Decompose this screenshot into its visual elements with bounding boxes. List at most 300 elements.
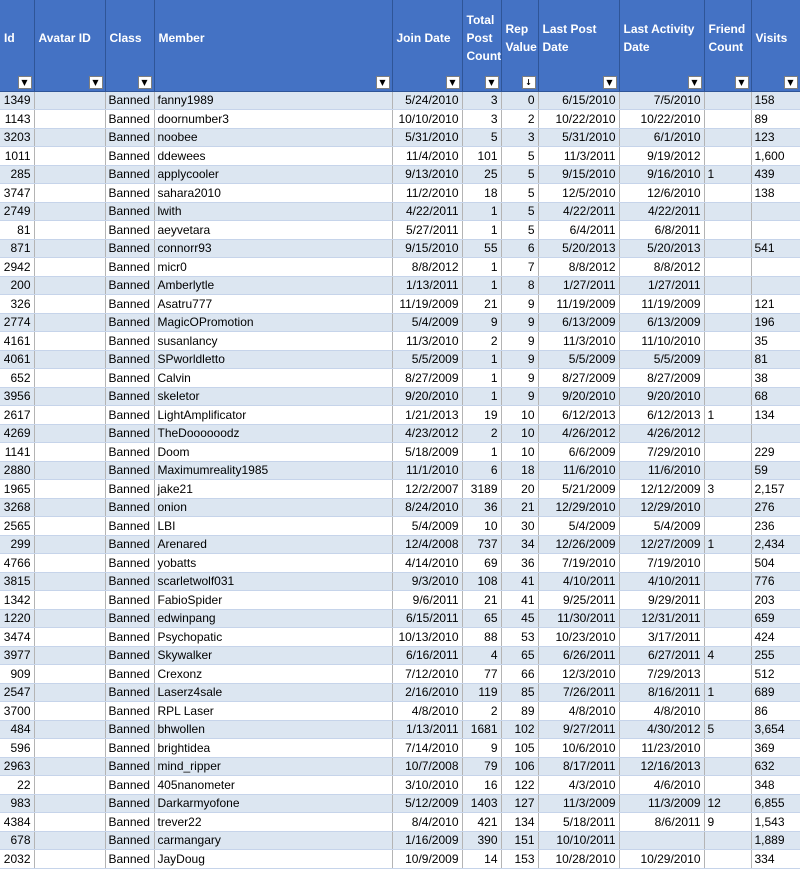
cell-total-post-count[interactable]: 421	[462, 813, 501, 832]
cell-member[interactable]: ddewees	[154, 147, 392, 166]
cell-last-post-date[interactable]: 11/6/2010	[538, 461, 619, 480]
cell-last-activity-date[interactable]: 7/5/2010	[619, 91, 704, 110]
cell-class[interactable]: Banned	[105, 91, 154, 110]
cell-last-post-date[interactable]: 7/26/2011	[538, 683, 619, 702]
cell-friend-count[interactable]	[704, 369, 751, 388]
cell-member[interactable]: mind_ripper	[154, 757, 392, 776]
cell-avatar-id[interactable]	[34, 369, 105, 388]
cell-id[interactable]: 3815	[0, 572, 34, 591]
cell-rep-value[interactable]: 41	[501, 572, 538, 591]
cell-id[interactable]: 22	[0, 776, 34, 795]
cell-visits[interactable]	[751, 258, 800, 277]
cell-avatar-id[interactable]	[34, 276, 105, 295]
cell-last-post-date[interactable]: 4/3/2010	[538, 776, 619, 795]
cell-friend-count[interactable]	[704, 295, 751, 314]
cell-member[interactable]: TheDoooooodz	[154, 424, 392, 443]
cell-friend-count[interactable]	[704, 387, 751, 406]
cell-friend-count[interactable]	[704, 258, 751, 277]
cell-last-post-date[interactable]: 5/21/2009	[538, 480, 619, 499]
cell-class[interactable]: Banned	[105, 776, 154, 795]
cell-avatar-id[interactable]	[34, 332, 105, 351]
cell-rep-value[interactable]: 153	[501, 850, 538, 869]
cell-total-post-count[interactable]: 1	[462, 258, 501, 277]
cell-last-activity-date[interactable]: 6/13/2009	[619, 313, 704, 332]
cell-class[interactable]: Banned	[105, 646, 154, 665]
cell-class[interactable]: Banned	[105, 165, 154, 184]
cell-total-post-count[interactable]: 21	[462, 591, 501, 610]
cell-id[interactable]: 1220	[0, 609, 34, 628]
cell-last-activity-date[interactable]: 8/8/2012	[619, 258, 704, 277]
cell-rep-value[interactable]: 18	[501, 461, 538, 480]
cell-join-date[interactable]: 11/19/2009	[392, 295, 462, 314]
cell-last-activity-date[interactable]: 5/4/2009	[619, 517, 704, 536]
cell-avatar-id[interactable]	[34, 794, 105, 813]
cell-friend-count[interactable]	[704, 572, 751, 591]
cell-class[interactable]: Banned	[105, 239, 154, 258]
cell-id[interactable]: 1141	[0, 443, 34, 462]
cell-last-post-date[interactable]: 9/27/2011	[538, 720, 619, 739]
cell-rep-value[interactable]: 45	[501, 609, 538, 628]
cell-friend-count[interactable]	[704, 591, 751, 610]
cell-last-post-date[interactable]: 4/26/2012	[538, 424, 619, 443]
cell-friend-count[interactable]	[704, 628, 751, 647]
filter-dropdown-icon[interactable]: ▼	[18, 76, 32, 89]
filter-dropdown-icon[interactable]: ▼	[89, 76, 103, 89]
cell-visits[interactable]: 81	[751, 350, 800, 369]
cell-id[interactable]: 4269	[0, 424, 34, 443]
filter-dropdown-icon[interactable]: ▼	[603, 76, 617, 89]
cell-visits[interactable]: 158	[751, 91, 800, 110]
cell-last-activity-date[interactable]: 4/26/2012	[619, 424, 704, 443]
cell-id[interactable]: 3268	[0, 498, 34, 517]
cell-avatar-id[interactable]	[34, 665, 105, 684]
cell-last-post-date[interactable]: 5/5/2009	[538, 350, 619, 369]
cell-last-post-date[interactable]: 6/15/2010	[538, 91, 619, 110]
cell-class[interactable]: Banned	[105, 591, 154, 610]
cell-class[interactable]: Banned	[105, 128, 154, 147]
cell-rep-value[interactable]: 5	[501, 165, 538, 184]
cell-visits[interactable]	[751, 221, 800, 240]
cell-last-activity-date[interactable]: 10/29/2010	[619, 850, 704, 869]
cell-member[interactable]: edwinpang	[154, 609, 392, 628]
cell-class[interactable]: Banned	[105, 202, 154, 221]
cell-join-date[interactable]: 10/7/2008	[392, 757, 462, 776]
cell-total-post-count[interactable]: 18	[462, 184, 501, 203]
cell-last-activity-date[interactable]: 7/19/2010	[619, 554, 704, 573]
cell-join-date[interactable]: 10/13/2010	[392, 628, 462, 647]
cell-visits[interactable]: 348	[751, 776, 800, 795]
cell-member[interactable]: sahara2010	[154, 184, 392, 203]
cell-visits[interactable]: 276	[751, 498, 800, 517]
cell-join-date[interactable]: 5/31/2010	[392, 128, 462, 147]
cell-last-activity-date[interactable]: 7/29/2010	[619, 443, 704, 462]
cell-member[interactable]: onion	[154, 498, 392, 517]
cell-join-date[interactable]: 4/14/2010	[392, 554, 462, 573]
cell-class[interactable]: Banned	[105, 276, 154, 295]
cell-join-date[interactable]: 5/4/2009	[392, 313, 462, 332]
cell-join-date[interactable]: 9/6/2011	[392, 591, 462, 610]
cell-visits[interactable]: 2,434	[751, 535, 800, 554]
cell-visits[interactable]: 229	[751, 443, 800, 462]
cell-rep-value[interactable]: 53	[501, 628, 538, 647]
cell-visits[interactable]: 424	[751, 628, 800, 647]
cell-friend-count[interactable]	[704, 498, 751, 517]
cell-avatar-id[interactable]	[34, 406, 105, 425]
cell-avatar-id[interactable]	[34, 165, 105, 184]
cell-last-post-date[interactable]: 6/4/2011	[538, 221, 619, 240]
cell-total-post-count[interactable]: 1681	[462, 720, 501, 739]
cell-member[interactable]: trever22	[154, 813, 392, 832]
cell-last-activity-date[interactable]: 1/27/2011	[619, 276, 704, 295]
cell-last-activity-date[interactable]: 12/16/2013	[619, 757, 704, 776]
cell-last-post-date[interactable]: 7/19/2010	[538, 554, 619, 573]
cell-last-post-date[interactable]: 12/26/2009	[538, 535, 619, 554]
column-header-friend-count[interactable]	[704, 0, 751, 91]
cell-last-activity-date[interactable]: 4/6/2010	[619, 776, 704, 795]
cell-visits[interactable]: 632	[751, 757, 800, 776]
cell-join-date[interactable]: 9/13/2010	[392, 165, 462, 184]
cell-id[interactable]: 1342	[0, 591, 34, 610]
cell-last-activity-date[interactable]: 9/19/2012	[619, 147, 704, 166]
cell-id[interactable]: 678	[0, 831, 34, 850]
cell-rep-value[interactable]: 9	[501, 369, 538, 388]
cell-rep-value[interactable]: 2	[501, 110, 538, 129]
cell-rep-value[interactable]: 5	[501, 221, 538, 240]
cell-total-post-count[interactable]: 69	[462, 554, 501, 573]
cell-member[interactable]: lwith	[154, 202, 392, 221]
cell-id[interactable]: 2774	[0, 313, 34, 332]
cell-last-post-date[interactable]: 6/26/2011	[538, 646, 619, 665]
cell-member[interactable]: Psychopatic	[154, 628, 392, 647]
cell-rep-value[interactable]: 151	[501, 831, 538, 850]
cell-total-post-count[interactable]: 101	[462, 147, 501, 166]
cell-avatar-id[interactable]	[34, 739, 105, 758]
cell-join-date[interactable]: 5/18/2009	[392, 443, 462, 462]
cell-visits[interactable]: 776	[751, 572, 800, 591]
sort-filter-icon[interactable]: ↓	[522, 76, 536, 89]
cell-avatar-id[interactable]	[34, 831, 105, 850]
column-header-id[interactable]	[0, 0, 34, 91]
cell-friend-count[interactable]	[704, 757, 751, 776]
cell-visits[interactable]: 512	[751, 665, 800, 684]
cell-id[interactable]: 326	[0, 295, 34, 314]
cell-join-date[interactable]: 11/1/2010	[392, 461, 462, 480]
cell-id[interactable]: 3700	[0, 702, 34, 721]
cell-class[interactable]: Banned	[105, 406, 154, 425]
column-header-last-activity-date[interactable]	[619, 0, 704, 91]
cell-member[interactable]: applycooler	[154, 165, 392, 184]
cell-friend-count[interactable]	[704, 332, 751, 351]
cell-avatar-id[interactable]	[34, 350, 105, 369]
cell-id[interactable]: 2749	[0, 202, 34, 221]
cell-id[interactable]: 2880	[0, 461, 34, 480]
cell-member[interactable]: carmangary	[154, 831, 392, 850]
cell-class[interactable]: Banned	[105, 332, 154, 351]
cell-avatar-id[interactable]	[34, 258, 105, 277]
cell-member[interactable]: connorr93	[154, 239, 392, 258]
cell-visits[interactable]: 203	[751, 591, 800, 610]
cell-friend-count[interactable]	[704, 776, 751, 795]
cell-total-post-count[interactable]: 1	[462, 369, 501, 388]
cell-total-post-count[interactable]: 65	[462, 609, 501, 628]
cell-join-date[interactable]: 1/13/2011	[392, 276, 462, 295]
cell-last-activity-date[interactable]	[619, 831, 704, 850]
cell-member[interactable]: SPworldletto	[154, 350, 392, 369]
cell-join-date[interactable]: 5/5/2009	[392, 350, 462, 369]
cell-avatar-id[interactable]	[34, 572, 105, 591]
cell-friend-count[interactable]: 1	[704, 165, 751, 184]
cell-class[interactable]: Banned	[105, 517, 154, 536]
cell-rep-value[interactable]: 9	[501, 295, 538, 314]
cell-rep-value[interactable]: 122	[501, 776, 538, 795]
cell-visits[interactable]: 659	[751, 609, 800, 628]
cell-member[interactable]: scarletwolf031	[154, 572, 392, 591]
filter-dropdown-icon[interactable]: ▼	[376, 76, 390, 89]
cell-member[interactable]: noobee	[154, 128, 392, 147]
cell-class[interactable]: Banned	[105, 702, 154, 721]
cell-last-post-date[interactable]: 12/3/2010	[538, 665, 619, 684]
cell-last-activity-date[interactable]: 12/6/2010	[619, 184, 704, 203]
cell-friend-count[interactable]	[704, 202, 751, 221]
cell-friend-count[interactable]	[704, 350, 751, 369]
cell-last-activity-date[interactable]: 4/22/2011	[619, 202, 704, 221]
cell-visits[interactable]: 255	[751, 646, 800, 665]
cell-total-post-count[interactable]: 88	[462, 628, 501, 647]
cell-last-activity-date[interactable]: 6/27/2011	[619, 646, 704, 665]
cell-member[interactable]: Calvin	[154, 369, 392, 388]
cell-member[interactable]: Darkarmyofone	[154, 794, 392, 813]
cell-total-post-count[interactable]: 1	[462, 221, 501, 240]
cell-total-post-count[interactable]: 21	[462, 295, 501, 314]
cell-class[interactable]: Banned	[105, 461, 154, 480]
cell-avatar-id[interactable]	[34, 184, 105, 203]
column-header-join-date[interactable]	[392, 0, 462, 91]
cell-member[interactable]: micr0	[154, 258, 392, 277]
cell-id[interactable]: 2032	[0, 850, 34, 869]
cell-last-activity-date[interactable]: 8/27/2009	[619, 369, 704, 388]
cell-member[interactable]: Doom	[154, 443, 392, 462]
cell-avatar-id[interactable]	[34, 110, 105, 129]
cell-last-post-date[interactable]: 10/28/2010	[538, 850, 619, 869]
filter-dropdown-icon[interactable]: ▼	[485, 76, 499, 89]
cell-class[interactable]: Banned	[105, 535, 154, 554]
cell-avatar-id[interactable]	[34, 239, 105, 258]
cell-avatar-id[interactable]	[34, 535, 105, 554]
cell-total-post-count[interactable]: 1	[462, 202, 501, 221]
cell-id[interactable]: 3203	[0, 128, 34, 147]
cell-total-post-count[interactable]: 10	[462, 517, 501, 536]
cell-total-post-count[interactable]: 2	[462, 424, 501, 443]
cell-avatar-id[interactable]	[34, 91, 105, 110]
cell-member[interactable]: Maximumreality1985	[154, 461, 392, 480]
cell-id[interactable]: 1143	[0, 110, 34, 129]
filter-dropdown-icon[interactable]: ▼	[735, 76, 749, 89]
cell-member[interactable]: Arenared	[154, 535, 392, 554]
cell-last-post-date[interactable]: 5/20/2013	[538, 239, 619, 258]
cell-last-post-date[interactable]: 11/3/2011	[538, 147, 619, 166]
cell-last-activity-date[interactable]: 11/10/2010	[619, 332, 704, 351]
cell-friend-count[interactable]: 1	[704, 683, 751, 702]
cell-last-activity-date[interactable]: 9/29/2011	[619, 591, 704, 610]
cell-join-date[interactable]: 11/3/2010	[392, 332, 462, 351]
cell-id[interactable]: 3956	[0, 387, 34, 406]
cell-join-date[interactable]: 7/14/2010	[392, 739, 462, 758]
cell-friend-count[interactable]	[704, 110, 751, 129]
cell-join-date[interactable]: 9/3/2010	[392, 572, 462, 591]
cell-class[interactable]: Banned	[105, 258, 154, 277]
cell-join-date[interactable]: 1/16/2009	[392, 831, 462, 850]
cell-join-date[interactable]: 11/4/2010	[392, 147, 462, 166]
cell-id[interactable]: 4766	[0, 554, 34, 573]
filter-dropdown-icon[interactable]: ▼	[446, 76, 460, 89]
cell-class[interactable]: Banned	[105, 813, 154, 832]
cell-friend-count[interactable]	[704, 665, 751, 684]
cell-id[interactable]: 2547	[0, 683, 34, 702]
cell-id[interactable]: 871	[0, 239, 34, 258]
cell-visits[interactable]: 38	[751, 369, 800, 388]
cell-last-activity-date[interactable]: 6/1/2010	[619, 128, 704, 147]
cell-friend-count[interactable]: 1	[704, 406, 751, 425]
cell-visits[interactable]: 121	[751, 295, 800, 314]
cell-total-post-count[interactable]: 9	[462, 739, 501, 758]
cell-last-post-date[interactable]: 11/30/2011	[538, 609, 619, 628]
cell-join-date[interactable]: 10/9/2009	[392, 850, 462, 869]
cell-member[interactable]: yobatts	[154, 554, 392, 573]
cell-class[interactable]: Banned	[105, 572, 154, 591]
cell-member[interactable]: RPL Laser	[154, 702, 392, 721]
cell-last-post-date[interactable]: 10/10/2011	[538, 831, 619, 850]
cell-member[interactable]: FabioSpider	[154, 591, 392, 610]
cell-friend-count[interactable]	[704, 184, 751, 203]
cell-last-post-date[interactable]: 6/12/2013	[538, 406, 619, 425]
cell-friend-count[interactable]	[704, 239, 751, 258]
cell-id[interactable]: 596	[0, 739, 34, 758]
cell-class[interactable]: Banned	[105, 850, 154, 869]
cell-avatar-id[interactable]	[34, 128, 105, 147]
cell-class[interactable]: Banned	[105, 369, 154, 388]
cell-id[interactable]: 909	[0, 665, 34, 684]
cell-rep-value[interactable]: 102	[501, 720, 538, 739]
cell-friend-count[interactable]: 12	[704, 794, 751, 813]
cell-visits[interactable]: 541	[751, 239, 800, 258]
cell-last-activity-date[interactable]: 8/16/2011	[619, 683, 704, 702]
cell-rep-value[interactable]: 10	[501, 406, 538, 425]
cell-total-post-count[interactable]: 108	[462, 572, 501, 591]
cell-last-post-date[interactable]: 10/22/2010	[538, 110, 619, 129]
cell-visits[interactable]: 236	[751, 517, 800, 536]
cell-member[interactable]: susanlancy	[154, 332, 392, 351]
cell-last-activity-date[interactable]: 8/6/2011	[619, 813, 704, 832]
cell-last-activity-date[interactable]: 9/16/2010	[619, 165, 704, 184]
cell-last-post-date[interactable]: 11/19/2009	[538, 295, 619, 314]
cell-total-post-count[interactable]: 390	[462, 831, 501, 850]
cell-class[interactable]: Banned	[105, 498, 154, 517]
cell-total-post-count[interactable]: 16	[462, 776, 501, 795]
cell-avatar-id[interactable]	[34, 609, 105, 628]
cell-total-post-count[interactable]: 77	[462, 665, 501, 684]
cell-join-date[interactable]: 6/16/2011	[392, 646, 462, 665]
cell-join-date[interactable]: 5/4/2009	[392, 517, 462, 536]
cell-rep-value[interactable]: 20	[501, 480, 538, 499]
cell-total-post-count[interactable]: 55	[462, 239, 501, 258]
cell-rep-value[interactable]: 9	[501, 313, 538, 332]
cell-last-post-date[interactable]: 4/10/2011	[538, 572, 619, 591]
cell-rep-value[interactable]: 34	[501, 535, 538, 554]
cell-friend-count[interactable]	[704, 461, 751, 480]
cell-rep-value[interactable]: 41	[501, 591, 538, 610]
cell-class[interactable]: Banned	[105, 147, 154, 166]
cell-total-post-count[interactable]: 5	[462, 128, 501, 147]
cell-rep-value[interactable]: 9	[501, 387, 538, 406]
cell-visits[interactable]: 3,654	[751, 720, 800, 739]
cell-member[interactable]: Skywalker	[154, 646, 392, 665]
cell-friend-count[interactable]	[704, 91, 751, 110]
cell-visits[interactable]: 439	[751, 165, 800, 184]
column-header-visits[interactable]	[751, 0, 800, 91]
cell-member[interactable]: 405nanometer	[154, 776, 392, 795]
cell-member[interactable]: Crexonz	[154, 665, 392, 684]
cell-id[interactable]: 2565	[0, 517, 34, 536]
cell-class[interactable]: Banned	[105, 313, 154, 332]
cell-id[interactable]: 4061	[0, 350, 34, 369]
cell-last-activity-date[interactable]: 11/23/2010	[619, 739, 704, 758]
cell-join-date[interactable]: 4/22/2011	[392, 202, 462, 221]
cell-join-date[interactable]: 10/10/2010	[392, 110, 462, 129]
cell-avatar-id[interactable]	[34, 221, 105, 240]
cell-friend-count[interactable]: 9	[704, 813, 751, 832]
cell-visits[interactable]: 504	[751, 554, 800, 573]
cell-join-date[interactable]: 8/27/2009	[392, 369, 462, 388]
cell-class[interactable]: Banned	[105, 831, 154, 850]
cell-total-post-count[interactable]: 3189	[462, 480, 501, 499]
cell-friend-count[interactable]	[704, 147, 751, 166]
cell-last-post-date[interactable]: 6/13/2009	[538, 313, 619, 332]
cell-join-date[interactable]: 9/20/2010	[392, 387, 462, 406]
cell-total-post-count[interactable]: 3	[462, 91, 501, 110]
cell-rep-value[interactable]: 8	[501, 276, 538, 295]
cell-id[interactable]: 285	[0, 165, 34, 184]
cell-last-post-date[interactable]: 9/15/2010	[538, 165, 619, 184]
cell-class[interactable]: Banned	[105, 221, 154, 240]
cell-class[interactable]: Banned	[105, 295, 154, 314]
cell-join-date[interactable]: 1/21/2013	[392, 406, 462, 425]
cell-avatar-id[interactable]	[34, 720, 105, 739]
cell-total-post-count[interactable]: 3	[462, 110, 501, 129]
cell-rep-value[interactable]: 85	[501, 683, 538, 702]
cell-last-post-date[interactable]: 10/23/2010	[538, 628, 619, 647]
cell-last-post-date[interactable]: 5/18/2011	[538, 813, 619, 832]
cell-last-activity-date[interactable]: 5/5/2009	[619, 350, 704, 369]
cell-class[interactable]: Banned	[105, 665, 154, 684]
cell-total-post-count[interactable]: 4	[462, 646, 501, 665]
cell-visits[interactable]	[751, 424, 800, 443]
cell-last-activity-date[interactable]: 10/22/2010	[619, 110, 704, 129]
cell-member[interactable]: Amberlytle	[154, 276, 392, 295]
cell-class[interactable]: Banned	[105, 720, 154, 739]
cell-avatar-id[interactable]	[34, 295, 105, 314]
cell-total-post-count[interactable]: 14	[462, 850, 501, 869]
cell-avatar-id[interactable]	[34, 850, 105, 869]
cell-visits[interactable]: 1,889	[751, 831, 800, 850]
column-header-last-post-date[interactable]	[538, 0, 619, 91]
cell-class[interactable]: Banned	[105, 794, 154, 813]
cell-friend-count[interactable]	[704, 221, 751, 240]
cell-member[interactable]: fanny1989	[154, 91, 392, 110]
cell-visits[interactable]: 89	[751, 110, 800, 129]
cell-visits[interactable]: 1,600	[751, 147, 800, 166]
cell-id[interactable]: 299	[0, 535, 34, 554]
cell-last-activity-date[interactable]: 3/17/2011	[619, 628, 704, 647]
